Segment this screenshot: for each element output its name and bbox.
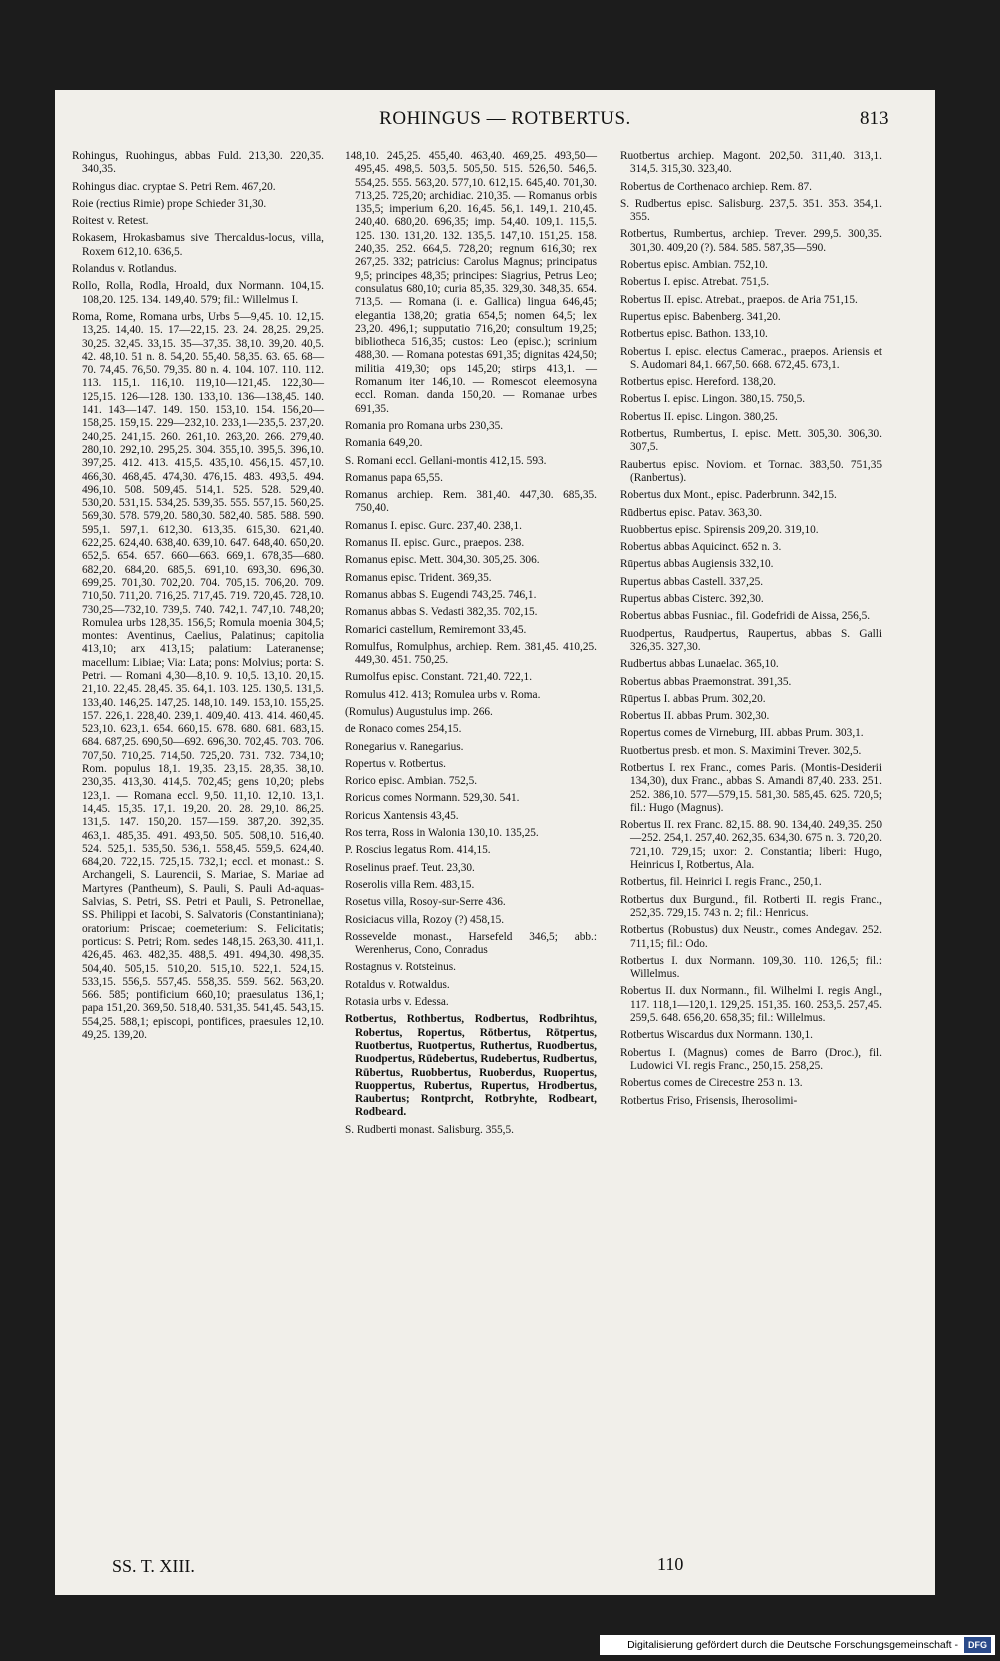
index-entry: de Ronaco comes 254,15. [345,723,462,736]
index-entry: Rudbertus abbas Lunaelac. 365,10. [620,658,779,671]
index-entry: S. Romani eccl. Gellani-montis 412,15. 593. [345,454,547,467]
index-entry: Rorico episc. Ambian. 752,5. [345,775,478,788]
index-entry: Roie (rectius Rimie) prope Schieder 31,30. [72,197,267,210]
index-entry: 148,10. 245,25. 455,40. 463,40. 469,25. 493,50—495,45. 498,5. 503,5. 505,50. 515. 526,50. 546,5. 554,25. 555. 563,20. 577,10. 612,15. 645,40. 701,30. 713,25. 725,20; archidiac. 210,35. — Romanus orbis 135,5; imperium 6,20. 16,45. 56,1. 149,1. 210,45. 240,40. 680,20. 696,35; imp. 54,40. 109,1. 115,5. 125. 130. 131,20. 132. 135,5. 147,10. 151,25. 158. 240,35. 252. 664,5. 728,20; regnum 616,30; rex 267,25. 332; patricius: Carolus Magnus; principatus 9,5; principes 48,35; principes: Siagrius, Petrus Leo; consulatus 680,10; curia 85,35. 329,30. 348,35. 654. 713,5. — Romana (i. e. Gallica) lingua 646,45; elegantia 138,20; gratia 654,5; nomen 64,5; lex 23,20. 496,1; supputatio 716,20; consultum 19,25; bibliotheca 516,35; custos: Leo (episc.); scrinium 488,30. — Romana potestas 691,35; dignitas 424,50; militia 419,30; ops 145,20; stirps 413,1. — Romanum iter 146,10. — Romescot eleemosyna eccl. Roman. danda 150,20. — Romanae urbes 691,35. [345,150,597,415]
index-entry: Rollo, Rolla, Rodla, Hroald, dux Normann. 104,15. 108,20. 125. 134. 149,40. 579; fil.: Willelmus I. [72,280,324,306]
index-entry: Rotbertus (Robustus) dux Neustr., comes Andegav. 252. 711,15; fil.: Odo. [620,924,882,950]
index-entry: Rūdbertus episc. Patav. 363,30. [620,506,763,519]
page-title: ROHINGUS — ROTBERTUS. [379,108,631,129]
index-entry: Rosetus villa, Rosoy-sur-Serre 436. [345,896,506,909]
index-entry: S. Rudbertus episc. Salisburg. 237,5. 351. 353. 354,1. 355. [620,197,882,224]
index-entry: Ropertus comes de Virneburg, III. abbas Prum. 303,1. [620,727,864,740]
dfg-logo-icon: DFG [964,1637,991,1653]
index-entry: Romanus abbas S. Eugendi 743,25. 746,1. [345,588,537,601]
index-entry: Robertus II. rex Franc. 82,15. 88. 90. 134,40. 249,35. 250—252. 254,1. 257,40. 262,35. 634,30. 675 n. 3. 720,20. 721,10. 729,15; uxor: 2. Constantia; liberi: Hugo, Heinricus I, Rotbertus, Ala. [620,819,882,872]
index-entry: Ros terra, Ross in Walonia 130,10. 135,25. [345,827,539,840]
index-entry: Romanus papa 65,55. [345,471,443,484]
index-entry: Ruobbertus episc. Spirensis 209,20. 319,10. [620,523,819,536]
credit-text: Digitalisierung gefördert durch die Deutsche Forschungsgemeinschaft - [627,1639,958,1651]
index-entry: Robertus episc. Ambian. 752,10. [620,259,768,272]
index-entry: Rotbertus, Rothbertus, Rodbertus, Rodbrihtus, Robertus, Ropertus, Rōtbertus, Rōtpertus, Ruotbertus, Ruotpertus, Ruthertus, Ruodbertus, Ruodpertus, Rūdebertus, Rudebertus, Rudbertus, Rūbertus, Ruobbertus, Ruoberdus, Ruopertus, Ruoppertus, Rubertus, Rupertus, Hrodbertus, Raubertus; Rontprcht, Rotbryhte, Rodbeart, Rodbeard. [345,1013,597,1119]
index-entry: Rotbertus I. rex Franc., comes Paris. (Montis-Desiderii 134,30), dux Franc., abbas S. Amandi 87,40. 233. 251. 252. 386,10. 577—579,15. 581,30. 585,45. 625. 720,5; fil.: Hugo (Magnus). [620,761,882,814]
index-entry: Rūpertus I. abbas Prum. 302,20. [620,692,766,705]
index-entry: Robertus abbas Praemonstrat. 391,35. [620,675,792,688]
index-entry: Ruotbertus archiep. Magont. 202,50. 311,40. 313,1. 314,5. 315,30. 323,40. [620,150,882,176]
index-entry: Romulus 412. 413; Romulea urbs v. Roma. [345,688,541,701]
index-entry: Romania pro Romana urbs 230,35. [345,419,504,432]
index-entry: Rotbertus I. dux Normann. 109,30. 110. 126,5; fil.: Willelmus. [620,954,882,981]
index-entry: Rotbertus Friso, Frisensis, Iherosolimi- [620,1094,798,1107]
index-entry: Ropertus v. Rotbertus. [345,757,446,770]
index-entry: Robertus II. episc. Atrebat., praepos. de Aria 751,15. [620,293,858,306]
index-entry: Robertus abbas Fusniac., fil. Godefridi de Aissa, 256,5. [620,610,871,623]
index-entry: Rolandus v. Rotlandus. [72,263,177,276]
index-entry: Roma, Rome, Romana urbs, Urbs 5—9,45. 10. 12,15. 13,25. 14,40. 15. 17—22,15. 23. 24. 28,25. 29,25. 30,25. 32,45. 33,15. 35—37,35. 38,10. 39,20. 40,5. 42. 48,10. 51 n. 8. 54,20. 55,40. 58,35. 63. 65. 68—70. 74,45. 76,50. 79,35. 80 n. 4. 104. 107. 110. 112. 113. 115,1. 116,10. 119,10—121,45. 122,30—125,15. 126—128. 130. 133,10. 136—138,45. 140. 141. 143—147. 149. 150. 153,10. 154. 156,20—158,25. 159,15. 229—232,10. 233,1—235,5. 237,20. 240,25. 241,15. 260. 261,10. 263,20. 266. 279,40. 280,10. 292,10. 295,25. 304. 355,10. 395,5. 396,10. 397,25. 412. 413. 415,5. 435,10. 456,15. 457,10. 466,30. 468,45. 474,30. 476,15. 483. 493,5. 494. 496,10. 508. 509,45. 514,1. 525. 528. 529,40. 530,20. 531,15. 534,25. 539,35. 555. 557,15. 560,25. 569,30. 578. 579,20. 580,30. 582,40. 585. 588. 590. 595,1. 597,1. 612,30. 613,35. 615,30. 621,40. 622,25. 624,40. 638,40. 639,10. 647. 648,40. 650,20. 652,5. 654. 657. 660—663. 669,1. 678,35—680. 682,20. 684,20. 685,5. 691,10. 693,30. 696,30. 699,25. 701,30. 702,20. 704. 705,15. 706,20. 709. 710,50. 711,20. 716,25. 717,45. 719. 720,45. 728,10. 730,25—732,10. 739,5. 740. 742,1. 747,10. 748,20; Romulea urbs 128,35. 156,5; Romula moenia 304,5; montes: Aventinus, Caelius, Palatinus; capitolia 413,10; arx 413,15; palatium: Lateranense; macellum: Libiae; Via: Lata; pons: Molvius; porta: S. Petri. — Romani 4,30—8,10. 9. 10,5. 13,10. 20,15. 21,10. 22,45. 28,45. 35. 64,1. 103. 125. 130,5. 131,5. 133,40. 146,25. 147,25. 148,10. 149. 153,10. 155,25. 157. 226,1. 228,40. 239,1. 409,40. 413. 414. 460,45. 523,10. 623,1. 654. 660,15. 678. 680. 681. 683,15. 684. 687,25. 690,50—692. 696,30. 702,45. 703. 706. 707,50. 710,25. 714,50. 725,20. 731. 732. 734,10; Rom. populus 18,1. 19,35. 23,15. 28,35. 38,10. 230,35. 413,30. 414,5. 702,45; gens 10,20; plebs 123,1. — Romana eccl. 9,50. 11,10. 12,10. 13,1. 14,45. 15,35. 17,1. 19,20. 20. 28. 29,10. 86,25. 131,5. 147. 150,20. 157—159. 387,20. 392,35. 463,1. 485,35. 491. 493,50. 505. 508,10. 516,40. 524. 525,1. 535,50. 536,1. 558,45. 559,5. 624,40. 684,20. 722,15. 725,15. 732,1; eccl. et monast.: S. Archangeli, S. Laurencii, S. Mariae, S. Mariae ad Martyres (Pantheum), S. Pauli, S. Pauli Ad-aquas-Salvias, S. Petri, SS. Petri et Pauli, S. Petronellae, SS. Philippi et Iacobi, S. Salvatoris (Constantiniana); oratorium: Priscae; coemeterium: S. Felicitatis; porticus: S. Petri; Rom. sedes 148,15. 263,30. 411,1. 426,45. 463. 482,35. 488,5. 491. 494,30. 498,35. 504,40. 505,15. 510,20. 515,10. 522,1. 524,15. 533,15. 556,5. 557,45. 558,35. 559. 562. 563,20. 566. 585; pontificium 660,10; praesulatus 136,1; papa 151,20. 369,50. 518,40. 531,35. 541,45. 543,15. 554,25. 588,1; episcopi, pontifices, praesules 12,10. 49,25. 139,20. [72,310,324,1041]
index-entry: Rohingus diac. cryptae S. Petri Rem. 467,20. [72,180,276,193]
index-entry: Roricus Xantensis 43,45. [345,809,459,822]
index-entry: Robertus I. episc. Lingon. 380,15. 750,5. [620,393,806,406]
index-entry: Romanus episc. Trident. 369,35. [345,571,492,584]
index-entry: Robertus II. abbas Prum. 302,30. [620,710,770,723]
index-entry: Robertus abbas Aquicinct. 652 n. 3. [620,541,782,554]
index-entry: Rostagnus v. Rotsteinus. [345,961,456,974]
index-entry: Robertus de Corthenaco archiep. Rem. 87. [620,180,812,193]
index-column-2 [345,150,597,1141]
index-entry: Roitest v. Retest. [72,215,149,228]
index-entry: Rokasem, Hrokasbamus sive Thercaldus-locus, villa, Roxem 612,10. 636,5. [72,232,324,258]
index-entry: Rupertus abbas Cisterc. 392,30. [620,593,764,606]
index-entry: Romania 649,20. [345,437,423,450]
page-number: 813 [860,108,889,129]
index-column-3 [620,150,882,1112]
index-entry: Robertus comes de Cirecestre 253 n. 13. [620,1077,803,1090]
index-entry: Romarici castellum, Remiremont 33,45. [345,623,527,636]
index-entry: Robertus I. (Magnus) comes de Barro (Droc.), fil. Ludowici VI. regis Franc., 250,15. 258,25. [620,1046,882,1072]
index-entry: Rotbertus Wiscardus dux Normann. 130,1. [620,1029,813,1042]
index-entry: Rotbertus, Rumbertus, I. episc. Mett. 305,30. 306,30. 307,5. [620,428,882,454]
index-entry: Romanus II. episc. Gurc., praepos. 238. [345,537,525,550]
index-entry: Romanus episc. Mett. 304,30. 305,25. 306. [345,554,540,567]
index-entry: Robertus II. episc. Lingon. 380,25. [620,410,778,423]
index-entry: Raubertus episc. Noviom. et Tornac. 383,50. 751,35 (Ranbertus). [620,458,882,484]
index-entry: Ruodpertus, Raudpertus, Raupertus, abbas S. Galli 326,35. 327,30. [620,627,882,653]
index-entry: Rohingus, Ruohingus, abbas Fuld. 213,30. 220,35. 340,35. [72,150,324,176]
index-entry: Roselinus praef. Teut. 23,30. [345,861,475,874]
index-entry: Rotaldus v. Rotwaldus. [345,978,450,991]
index-entry: S. Rudberti monast. Salisburg. 355,5. [345,1123,514,1136]
index-entry: Ruotbertus presb. et mon. S. Maximini Trever. 302,5. [620,744,862,757]
index-entry: Rotbertus, Rumbertus, archiep. Trever. 299,5. 300,35. 301,30. 409,20 (?). 584. 585. 587,35—590. [620,228,882,254]
index-entry: Roricus comes Normann. 529,30. 541. [345,792,520,805]
index-entry: Roserolis villa Rem. 483,15. [345,878,475,891]
index-entry: Rotbertus episc. Hereford. 138,20. [620,376,776,389]
index-entry: Robertus I. episc. Atrebat. 751,5. [620,276,770,289]
index-entry: P. Roscius legatus Rom. 414,15. [345,844,491,857]
index-entry: Romulfus, Romulphus, archiep. Rem. 381,45. 410,25. 449,30. 451. 750,25. [345,640,597,667]
index-entry: Ronegarius v. Ranegarius. [345,740,464,753]
index-entry: Romanus abbas S. Vedasti 382,35. 702,15. [345,606,538,619]
index-entry: Rossevelde monast., Harsefeld 346,5; abb.: Werenherus, Cono, Conradus [345,930,597,957]
index-entry: Rosiciacus villa, Rozoy (?) 458,15. [345,913,505,926]
index-entry: Romanus I. episc. Gurc. 237,40. 238,1. [345,519,522,532]
index-entry: Rotasia urbs v. Edessa. [345,996,449,1009]
index-entry: Robertus II. dux Normann., fil. Wilhelmi I. regis Angl., 117. 118,1—120,1. 129,25. 151,35. 160. 253,5. 257,45. 259,5. 648. 656,20. 658,35; fil.: Willelmus. [620,985,882,1025]
index-entry: Rotbertus, fil. Heinrici I. regis Franc., 250,1. [620,876,822,889]
index-entry: Rupertus episc. Babenberg. 341,20. [620,310,781,323]
index-entry: (Romulus) Augustulus imp. 266. [345,705,493,718]
index-entry: Robertus I. episc. electus Camerac., praepos. Ariensis et S. Audomari 84,1. 667,50. 668. 672,45. 673,1. [620,345,882,371]
index-entry: Rupertus abbas Castell. 337,25. [620,575,764,588]
index-entry: Rotbertus dux Burgund., fil. Rotberti II. regis Franc., 252,35. 729,15. 743 n. 2; fil.: Henricus. [620,893,882,919]
index-column-1 [72,150,324,1046]
index-entry: Rumolfus episc. Constant. 721,40. 722,1. [345,671,533,684]
index-entry: Rotbertus episc. Bathon. 133,10. [620,328,768,341]
footer-sheet-number: 110 [657,1554,684,1574]
footer-signature: SS. T. XIII. [112,1556,195,1576]
index-entry: Romanus archiep. Rem. 381,40. 447,30. 685,35. 750,40. [345,489,597,515]
credit-bar [600,1635,995,1655]
index-entry: Robertus dux Mont., episc. Paderbrunn. 342,15. [620,489,837,502]
index-entry: Rūpertus abbas Augiensis 332,10. [620,558,774,571]
